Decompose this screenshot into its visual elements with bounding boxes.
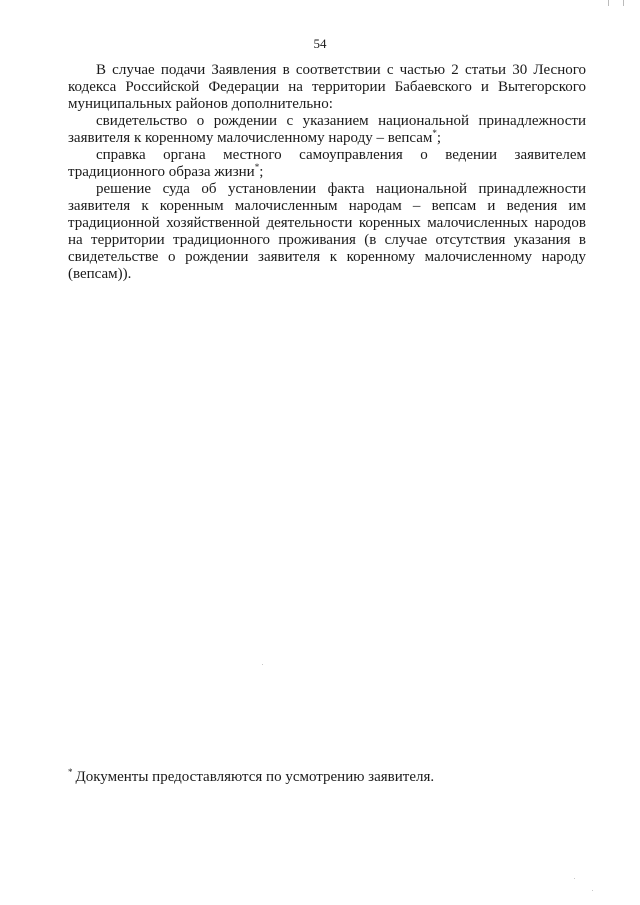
paragraph-tail: ;: [259, 164, 264, 180]
paragraph-court-decision: [68, 181, 586, 283]
footnote-reference: *: [432, 128, 437, 138]
scan-speck: [574, 878, 575, 879]
paragraph-intro: [68, 62, 586, 113]
footnote-mark: *: [68, 767, 73, 777]
page-number: 54: [313, 36, 327, 51]
paragraph-birth-certificate: [68, 113, 586, 147]
paragraph-text: свидетельство о рождении с указанием национальной принадлежности заявителя к коренному малочисленному народу – вепсам: [68, 113, 586, 146]
scan-speck: [592, 890, 593, 891]
paragraph-local-government-certificate: [68, 147, 586, 181]
paragraph-text: решение суда об установлении факта национальной принадлежности заявителя к коренным малочисленным народам – вепсам и ведения им традиционной хозяйственной деятельности коренных малочисленных народов на территории традиционного проживания (в случае отсутствия указания в свидетельстве о рождении заявителя к коренному малочисленному народу (вепсам)).: [68, 181, 586, 282]
footnote-text: Документы предоставляются по усмотрению заявителя.: [75, 769, 435, 785]
footnote-reference: *: [254, 162, 260, 172]
paragraph-text: В случае подачи Заявления в соответствии с частью 2 статьи 30 Лесного кодекса Российской Федерации на территории Бабаевского и Вытегорского муниципальных районов дополнительно:: [68, 62, 586, 112]
paragraph-text: справка органа местного самоуправления о ведении заявителем традиционного образа жизни: [68, 147, 586, 180]
paragraph-tail: ;: [436, 130, 442, 146]
footnote: [68, 768, 586, 786]
scan-speck: [262, 664, 263, 665]
document-body: [68, 62, 586, 283]
scan-corner-mark: [608, 0, 624, 6]
